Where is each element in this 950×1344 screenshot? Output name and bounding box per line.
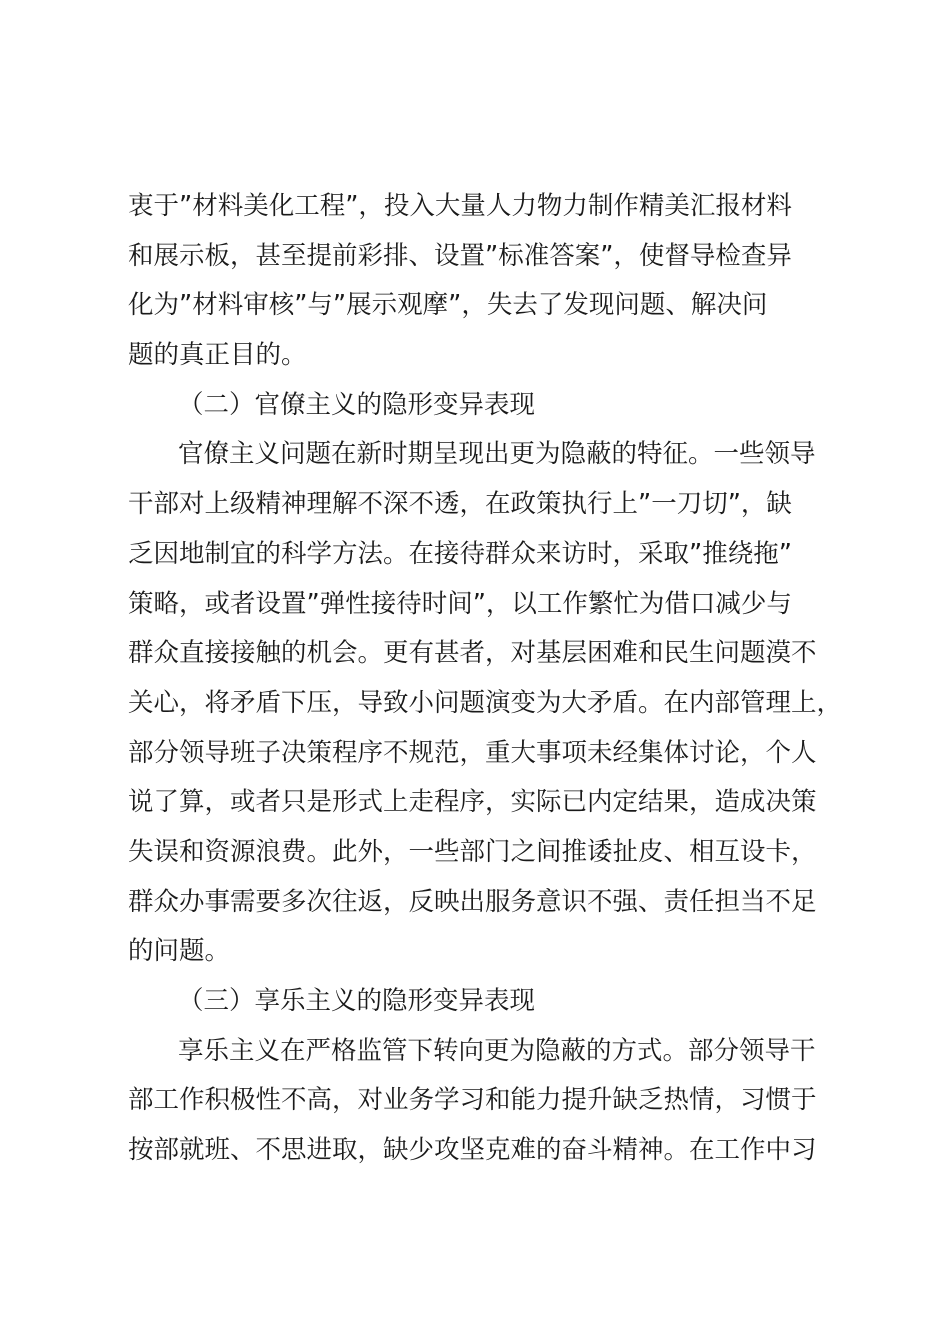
paragraph-line: 乏因地制宜的科学方法。在接待群众来访时，采取”推绕拖” [128, 538, 792, 569]
paragraph-line: 干部对上级精神理解不深不透，在政策执行上”一刀切”，缺 [128, 489, 792, 520]
paragraph-line: 享乐主义在严格监管下转向更为隐蔽的方式。部分领导干 [178, 1035, 816, 1066]
paragraph-line: 群众办事需要多次往返，反映出服务意识不强、责任担当不足 [128, 886, 817, 917]
paragraph-line: 衷于”材料美化工程”，投入大量人力物力制作精美汇报材料 [128, 191, 792, 221]
paragraph-line: 部分领导班子决策程序不规范，重大事项未经集体讨论，个人 [128, 737, 817, 768]
paragraph-line: 官僚主义问题在新时期呈现出更为隐蔽的特征。一些领导 [178, 439, 816, 470]
paragraph-line: 关心，将矛盾下压，导致小问题演变为大矛盾。在内部管理上， [128, 687, 843, 718]
paragraph-line: 策略，或者设置”弹性接待时间”，以工作繁忙为借口减少与 [128, 588, 792, 619]
paragraph-line: 群众直接接触的机会。更有甚者，对基层困难和民生问题漠不 [128, 638, 817, 669]
paragraph-line: 部工作积极性不高，对业务学习和能力提升缺乏热情，习惯于 [128, 1085, 817, 1116]
paragraph-line: 化为”材料审核”与”展示观摩”，失去了发现问题、解决问 [128, 290, 768, 321]
paragraph-line: 按部就班、不思进取，缺少攻坚克难的奋斗精神。在工作中习 [128, 1135, 817, 1166]
paragraph-line: 说了算，或者只是形式上走程序，实际已内定结果，造成决策 [128, 787, 817, 818]
document-body [128, 182, 848, 1176]
section-heading: （三）享乐主义的隐形变异表现 [178, 986, 536, 1016]
section-heading: （二）官僚主义的隐形变异表现 [178, 389, 536, 420]
paragraph-line: 题的真正目的。 [128, 340, 307, 371]
paragraph-line: 和展示板，甚至提前彩排、设置”标准答案”，使督导检查异 [128, 240, 792, 271]
paragraph-line: 失误和资源浪费。此外，一些部门之间推诿扯皮、相互设卡， [128, 836, 817, 867]
paragraph-line: 的问题。 [128, 936, 231, 967]
